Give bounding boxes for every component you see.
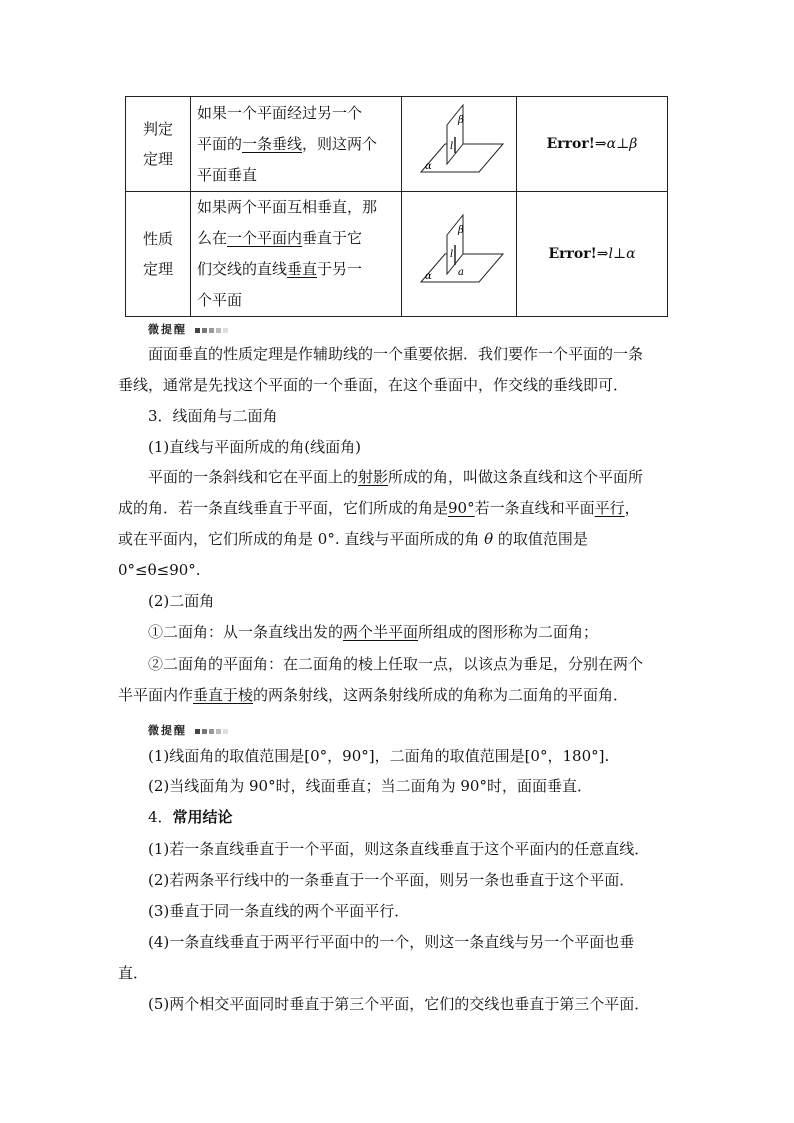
subsection-heading: (1)直线与平面所成的角(线面角) bbox=[148, 438, 361, 456]
intersection-label: a bbox=[458, 267, 464, 278]
error-text: Error! bbox=[548, 246, 597, 262]
text-run: 成的角．若一条直线垂直于平面，它们所成的角是 bbox=[118, 499, 449, 517]
row-title-line: 判定 bbox=[142, 120, 173, 138]
line-label: l bbox=[450, 249, 454, 260]
underlined-term: 垂直 bbox=[287, 260, 318, 278]
text-run: 若一条直线和平面 bbox=[474, 499, 595, 517]
desc-text: ，则这两个 bbox=[302, 134, 378, 153]
paragraph-line: (2)当线面角为 90°时，线面垂直；当二面角为 90°时，面面垂直． bbox=[148, 777, 592, 795]
conclusion-text: ⇒α⊥β bbox=[594, 136, 638, 152]
paragraph-line: 0°≤θ≤90°. bbox=[118, 561, 201, 579]
conclusion-item: (1)若一条直线垂直于一个平面，则这条直线垂直于这个平面内的任意直线． bbox=[148, 840, 650, 858]
row-title-line: 性质 bbox=[142, 230, 173, 248]
desc-text: 垂直于它 bbox=[302, 229, 363, 247]
beta-label: β bbox=[458, 115, 464, 126]
conclusion-item-continued: 直． bbox=[118, 964, 149, 982]
text-run: 半平面内作 bbox=[118, 686, 194, 704]
text-run: ①二面角：从一条直线出发的 bbox=[148, 623, 344, 641]
row-title bbox=[126, 97, 191, 192]
paragraph-line: ②二面角的平面角：在二面角的棱上任取一点，以该点为垂足，分别在两个 bbox=[148, 655, 644, 673]
paragraph-line bbox=[118, 529, 588, 549]
conclusion-item: (2)若两条平行线中的一条垂直于一个平面，则另一条也垂直于这个平面． bbox=[148, 871, 635, 889]
paragraph-line: 垂线，通常是先找这个平面的一个垂面，在这个垂面中，作交线的垂线即可． bbox=[118, 376, 629, 394]
desc-text: 于另一 bbox=[317, 260, 363, 278]
underlined-term: 两个半平面 bbox=[343, 623, 419, 641]
paragraph-line bbox=[118, 685, 628, 705]
row-title-line: 定理 bbox=[142, 150, 173, 168]
text-run: 平面的一条斜线和它在平面上的 bbox=[148, 468, 359, 486]
hint-square-icon bbox=[216, 328, 221, 333]
desc-text: 么在 bbox=[197, 229, 228, 247]
hint-square-icon bbox=[223, 729, 228, 734]
table-row-property bbox=[126, 192, 668, 317]
error-text: Error! bbox=[546, 136, 595, 152]
paragraph-line: (1)线面角的取值范围是[0°，90°]，二面角的取值范围是[0°，180°]. bbox=[148, 747, 610, 765]
desc-text: 平面的 bbox=[197, 134, 243, 153]
subsection-heading: (2)二面角 bbox=[148, 592, 215, 610]
hint-label bbox=[148, 321, 228, 337]
theorem-description bbox=[191, 192, 402, 317]
text-run: 或在平面内，它们所成的角是 0°. 直线与平面所成的角 bbox=[118, 530, 485, 548]
perpendicular-planes-figure bbox=[403, 207, 515, 297]
conclusion-item: (3)垂直于同一条直线的两个平面平行． bbox=[148, 902, 410, 920]
hint-text: 微提醒 bbox=[148, 724, 187, 737]
line-label: l bbox=[450, 141, 454, 152]
hint-label bbox=[148, 722, 228, 738]
text-run: 的两条射线，这两条射线所成的角称为二面角的平面角． bbox=[253, 686, 629, 704]
underlined-term: 垂直于棱 bbox=[193, 686, 254, 704]
hint-square-icon bbox=[202, 729, 207, 734]
heading-text: 常用结论 bbox=[172, 808, 233, 826]
conclusion-item: (5)两个相交平面同时垂直于第三个平面，它们的交线也垂直于第三个平面． bbox=[148, 995, 650, 1013]
alpha-label: α bbox=[425, 161, 432, 172]
desc-text: 们交线的直线 bbox=[197, 260, 288, 278]
paragraph-line: 面面垂直的性质定理是作辅助线的一个重要依据．我们要作一个平面的一条 bbox=[148, 345, 644, 363]
underlined-term: 一个平面内 bbox=[227, 229, 303, 247]
conclusion-text: ⇒l⊥α bbox=[596, 246, 636, 262]
hint-square-icon bbox=[209, 729, 214, 734]
section-heading bbox=[148, 406, 278, 426]
text-run: 的取值范围是 bbox=[493, 530, 588, 548]
desc-line: 如果两个平面互相垂直，那 bbox=[197, 198, 378, 216]
desc-line: 个平面 bbox=[197, 291, 243, 309]
symbolic-statement bbox=[517, 192, 668, 317]
paragraph-line bbox=[148, 622, 598, 642]
underlined-term: 平行 bbox=[594, 499, 625, 517]
hint-square-icon bbox=[216, 729, 221, 734]
conclusion-item: (4)一条直线垂直于两平行平面中的一个，则这一条直线与另一个平面也垂 bbox=[148, 933, 635, 951]
table-row-judgement bbox=[126, 97, 668, 192]
hint-square-icon bbox=[223, 328, 228, 333]
desc-line: 如果一个平面经过另一个 bbox=[197, 103, 363, 122]
theorem-table bbox=[125, 96, 668, 317]
figure-cell bbox=[402, 97, 517, 192]
text-run: 所成的角，叫做这条直线和这个平面所 bbox=[388, 468, 644, 486]
row-title-line: 定理 bbox=[142, 260, 173, 278]
alpha-label: α bbox=[425, 271, 432, 282]
figure-cell bbox=[402, 192, 517, 317]
heading-number: 4． bbox=[148, 808, 173, 826]
hint-text: 微提醒 bbox=[148, 323, 187, 336]
paragraph-line bbox=[118, 498, 640, 518]
section-heading bbox=[148, 807, 233, 827]
text-run: 所组成的图形称为二面角； bbox=[418, 623, 599, 641]
theta-symbol: θ bbox=[484, 530, 494, 548]
heading-text: 3．线面角与二面角 bbox=[148, 407, 278, 425]
hint-square-icon bbox=[195, 729, 200, 734]
row-title bbox=[126, 192, 191, 317]
text-run: ， bbox=[624, 499, 640, 517]
underlined-term: 90° bbox=[448, 499, 475, 517]
hint-square-icon bbox=[209, 328, 214, 333]
beta-label: β bbox=[458, 225, 464, 236]
hint-square-icon bbox=[202, 328, 207, 333]
perpendicular-planes-figure bbox=[403, 97, 515, 187]
underlined-term: 一条垂线 bbox=[242, 134, 303, 153]
theorem-description bbox=[191, 97, 402, 192]
paragraph-line bbox=[148, 467, 643, 487]
hint-square-icon bbox=[195, 328, 200, 333]
desc-line: 平面垂直 bbox=[197, 165, 258, 184]
symbolic-statement bbox=[517, 97, 668, 192]
underlined-term: 射影 bbox=[358, 468, 389, 486]
